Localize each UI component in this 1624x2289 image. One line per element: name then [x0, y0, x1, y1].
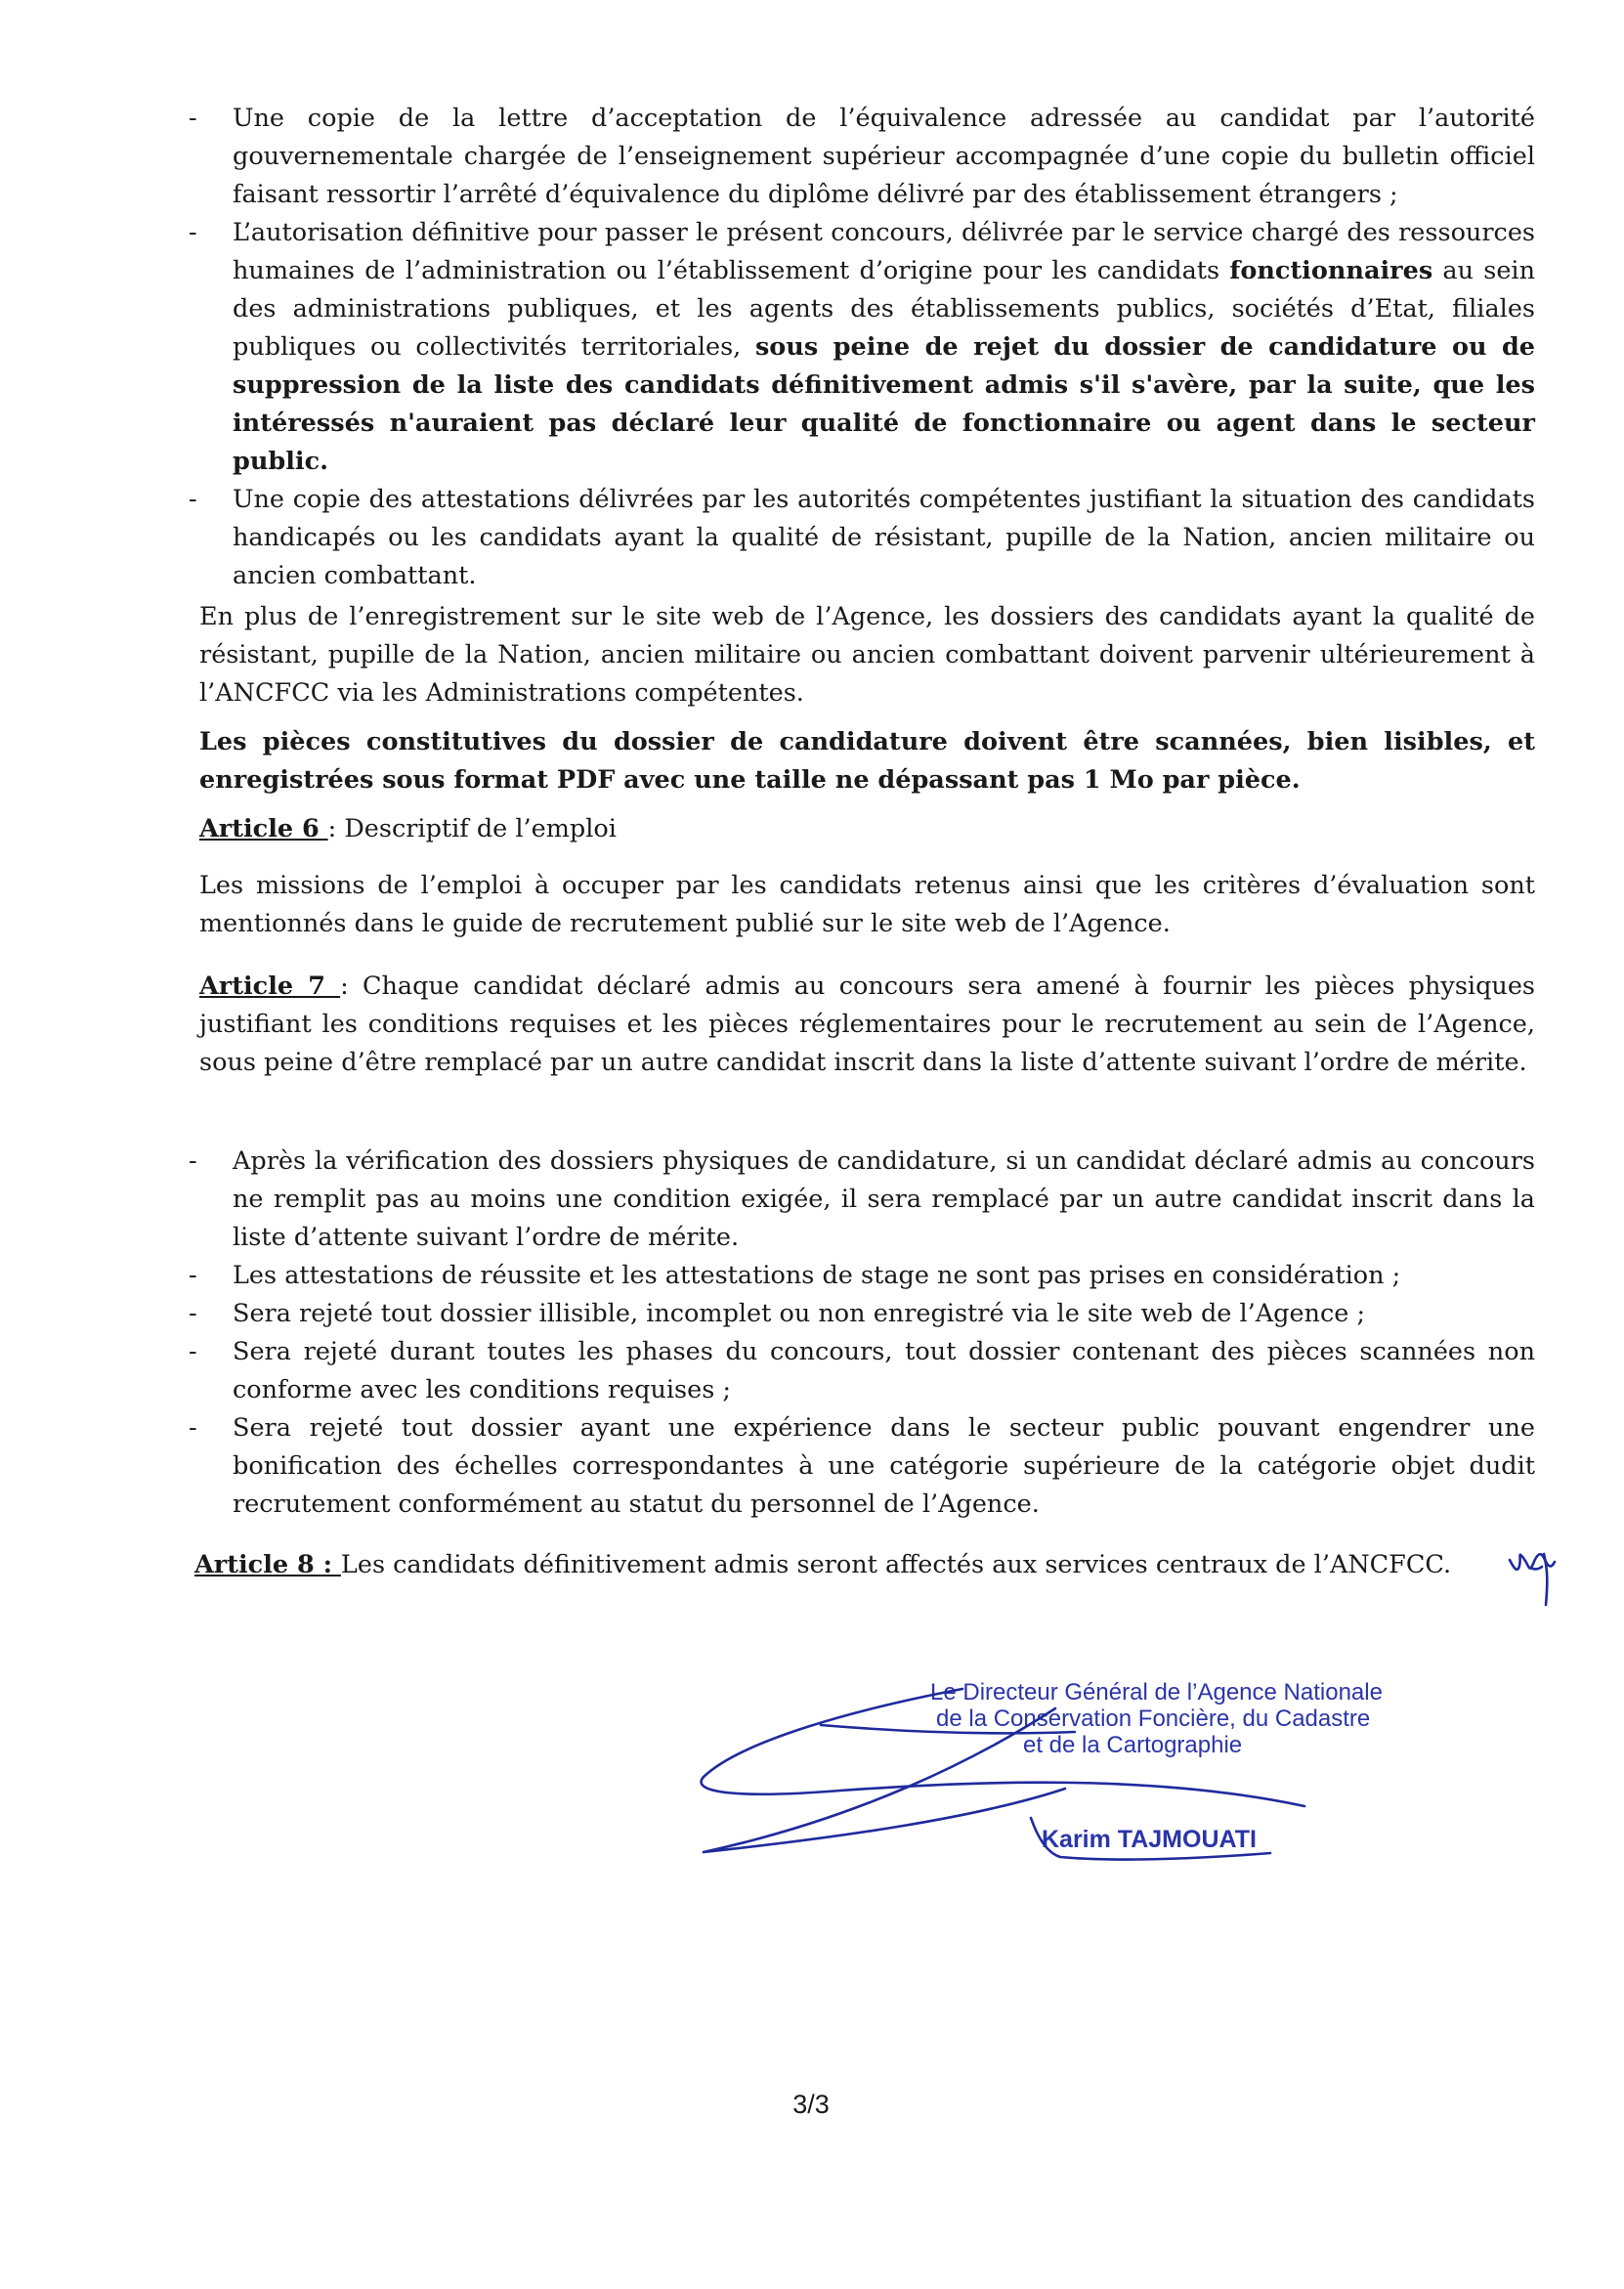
list-item [189, 1409, 1535, 1524]
list-item [189, 1257, 1535, 1295]
article-6-label: Article 6 [199, 814, 328, 843]
article-7 [199, 968, 1535, 1082]
list-item-text: Sera rejeté durant toutes les phases du concours, tout dossier contenant des pièces scannées non conforme avec les conditions requises ; [233, 1337, 1535, 1404]
article-6-body: Les missions de l’emploi à occuper par les candidats retenus ainsi que les critères d’évaluation sont mentionnés dans le guide de recrutement publié sur le site web de l’Agence. [199, 871, 1535, 938]
signatory-name: Karim TAJMOUATI [1042, 1826, 1257, 1853]
article-6 [199, 810, 1535, 848]
list-item-text: Une copie des attestations délivrées par les autorités compétentes justifiant la situation des candidats handicapés ou les candidats ayant la qualité de résistant, pupille de la Nation, ancien militaire ou ancien combattant. [233, 485, 1535, 590]
registration-paragraph: En plus de l’enregistrement sur le site web de l’Agence, les dossiers des candidats ayant la qualité de résistant, pupille de la Nation, ancien militaire ou ancien combattant doivent parvenir ultérieurement à l’ANCFCC via les Administrations compétentes. [199, 602, 1535, 708]
list-item-text: Les attestations de réussite et les attestations de stage ne sont pas prises en considération ; [233, 1261, 1401, 1290]
list-item-text: Une copie de la lettre d’acceptation de l’équivalence adressée au candidat par l’autorité gouvernementale chargée de l’enseignement supérieur accompagnée d’une copie du bulletin officiel faisant ressortir l’arrêté d’équivalence du diplôme délivré par des établissement étrangers ; [233, 104, 1535, 209]
list-item [189, 1333, 1535, 1409]
article-6-title: : Descriptif de l’emploi [327, 814, 617, 843]
list-item-text: Sera rejeté tout dossier illisible, incomplet ou non enregistré via le site web de l’Agence ; [233, 1299, 1366, 1328]
stamp-line: et de la Cartographie [1023, 1732, 1243, 1758]
article-7-body: : Chaque candidat déclaré admis au concours sera amené à fournir les pièces physiques justifiant les conditions requises et les pièces réglementaires pour le recrutement au sein de l’Agence, sous peine d’être remplacé par un autre candidat inscrit dans la liste d’attente suivant l’ordre de mérite. [199, 972, 1535, 1077]
page-number: 3/3 [792, 2090, 830, 2119]
list-item-bold: fonctionnaires [1229, 256, 1433, 285]
article-7-label: Article 7 [199, 972, 341, 1001]
article-8-body: Les candidats définitivement admis seront affectés aux services centraux de l’ANCFCC. [340, 1550, 1452, 1579]
list-dash: - [189, 485, 197, 514]
article-8-label: Article 8 : [194, 1550, 341, 1579]
article-8 [194, 1546, 1543, 1584]
stamp-line: de la Conservation Foncière, du Cadastre [936, 1706, 1371, 1732]
signature-stamp [930, 1679, 1383, 1758]
stamp-line: Le Directeur Général de l’Agence Nationale [930, 1679, 1383, 1706]
list-item [189, 1295, 1535, 1333]
list-item [189, 100, 1535, 214]
list-dash: - [189, 1261, 197, 1290]
list-item [189, 1143, 1535, 1257]
list-dash: - [189, 104, 197, 133]
list-item-text: au sein des administrations publiques, et les agents des établissements publics, sociétés d’Etat, filiales publiques ou collectivités territoriales, [233, 256, 1535, 362]
list-dash: - [189, 1146, 197, 1176]
list-item-text: Sera rejeté tout dossier ayant une expérience dans le secteur public pouvant engendrer une bonification des échelles correspondantes à une catégorie supérieure de la catégorie objet dudit recrutement conformément au statut du personnel de l’Agence. [233, 1413, 1535, 1519]
list-dash: - [189, 218, 197, 247]
list-dash: - [189, 1299, 197, 1328]
list-item [189, 481, 1535, 595]
requirements-list [189, 100, 1535, 595]
list-dash: - [189, 1337, 197, 1366]
scan-requirements-paragraph: Les pièces constitutives du dossier de candidature doivent être scannées, bien lisibles, et enregistrées sous format PDF avec une taille ne dépassant pas 1 Mo par pièce. [199, 727, 1535, 795]
list-item-text: Après la vérification des dossiers physiques de candidature, si un candidat déclaré admis au concours ne remplit pas au moins une condition exigée, il sera remplacé par un autre candidat inscrit dans la liste d’attente suivant l’ordre de mérite. [233, 1146, 1535, 1252]
verification-list [189, 1143, 1535, 1524]
list-item-bold: sous peine de rejet du dossier de candidature ou de suppression de la liste des candidats définitivement admis s'il s'avère, par la suite, que les intéressés n'auraient pas déclaré leur qualité de fonctionnaire ou agent dans le secteur public. [233, 332, 1535, 476]
list-dash: - [189, 1413, 197, 1443]
list-item-text: L’autorisation définitive pour passer le présent concours, délivrée par le service chargé des ressources humaines de l’administration ou l’établissement d’origine pour les candidats [233, 218, 1535, 285]
list-item [189, 214, 1535, 481]
